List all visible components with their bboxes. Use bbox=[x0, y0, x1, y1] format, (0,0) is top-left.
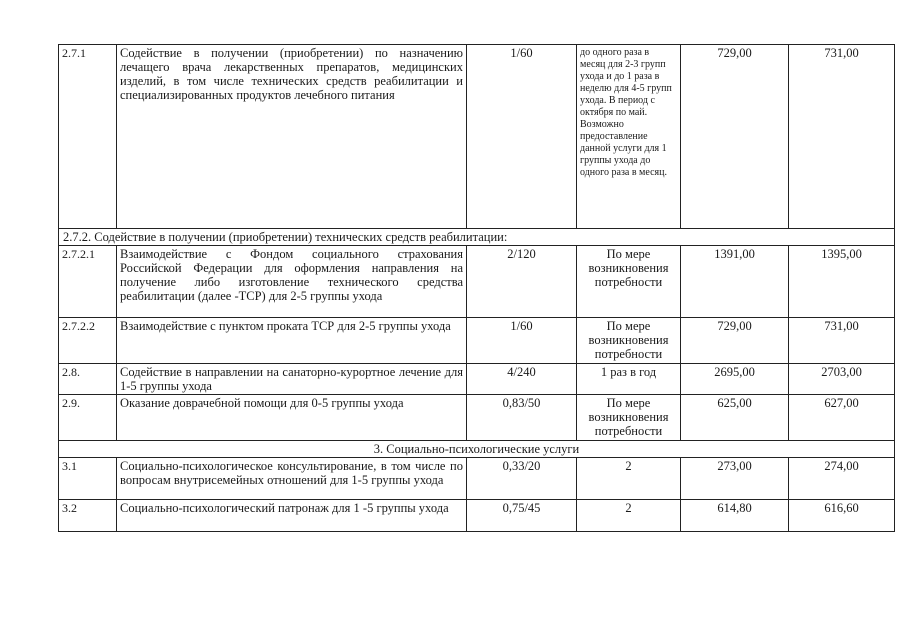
service-frequency: По мере возникновения потребности bbox=[577, 318, 681, 364]
price-1: 729,00 bbox=[681, 45, 789, 229]
price-2: 1395,00 bbox=[789, 246, 895, 318]
table-row bbox=[59, 500, 895, 532]
price-1: 273,00 bbox=[681, 458, 789, 500]
price-2: 731,00 bbox=[789, 318, 895, 364]
service-volume: 4/240 bbox=[467, 364, 577, 395]
price-2: 731,00 bbox=[789, 45, 895, 229]
service-description: Содействие в направлении на санаторно-курортное лечение для 1-5 группы ухода bbox=[117, 364, 467, 395]
service-volume: 2/120 bbox=[467, 246, 577, 318]
service-description: Содействие в получении (приобретении) по назначению лечащего врача лекарственных препаратов, медицинских изделий, в том числе технических средств реабилитации и специализированных продуктов лечебного питания bbox=[117, 45, 467, 229]
price-2: 627,00 bbox=[789, 395, 895, 441]
service-description: Социально-психологический патронаж для 1 -5 группы ухода bbox=[117, 500, 467, 532]
service-frequency: 1 раз в год bbox=[577, 364, 681, 395]
row-number: 2.7.2.1 bbox=[59, 246, 117, 318]
table-row bbox=[59, 395, 895, 441]
row-number: 2.9. bbox=[59, 395, 117, 441]
service-description: Оказание доврачебной помощи для 0-5 группы ухода bbox=[117, 395, 467, 441]
table-row bbox=[59, 318, 895, 364]
row-number: 2.7.2.2 bbox=[59, 318, 117, 364]
section-row bbox=[59, 229, 895, 246]
price-2: 616,60 bbox=[789, 500, 895, 532]
price-1: 2695,00 bbox=[681, 364, 789, 395]
service-frequency: до одного раза в месяц для 2-3 групп ухода и до 1 раза в неделю для 4-5 групп ухода. В период с октября по май. Возможно предоставление данной услуги для 1 группы ухода до одного раза в месяц. bbox=[577, 45, 681, 229]
service-frequency: 2 bbox=[577, 500, 681, 532]
price-1: 729,00 bbox=[681, 318, 789, 364]
service-volume: 0,75/45 bbox=[467, 500, 577, 532]
table-row bbox=[59, 364, 895, 395]
service-frequency: По мере возникновения потребности bbox=[577, 246, 681, 318]
section-title: 3. Социально-психологические услуги bbox=[59, 441, 895, 458]
row-number: 3.2 bbox=[59, 500, 117, 532]
service-frequency: По мере возникновения потребности bbox=[577, 395, 681, 441]
service-volume: 1/60 bbox=[467, 45, 577, 229]
row-number: 2.8. bbox=[59, 364, 117, 395]
table-row bbox=[59, 45, 895, 229]
service-volume: 0,83/50 bbox=[467, 395, 577, 441]
service-volume: 1/60 bbox=[467, 318, 577, 364]
service-description: Социально-психологическое консультирование, в том числе по вопросам внутрисемейных отношений для 1-5 группы ухода bbox=[117, 458, 467, 500]
price-1: 1391,00 bbox=[681, 246, 789, 318]
row-number: 3.1 bbox=[59, 458, 117, 500]
price-2: 2703,00 bbox=[789, 364, 895, 395]
price-2: 274,00 bbox=[789, 458, 895, 500]
service-description: Взаимодействие с Фондом социального страхования Российской Федерации для оформления направления на получение либо изготовление технического средства реабилитации (далее -ТСР) для 2-5 группы ухода bbox=[117, 246, 467, 318]
section-heading: 2.7.2. Содействие в получении (приобретении) технических средств реабилитации: bbox=[59, 229, 895, 246]
service-description: Взаимодействие с пунктом проката ТСР для 2-5 группы ухода bbox=[117, 318, 467, 364]
section-row bbox=[59, 441, 895, 458]
price-1: 625,00 bbox=[681, 395, 789, 441]
table-row bbox=[59, 458, 895, 500]
row-number: 2.7.1 bbox=[59, 45, 117, 229]
table-row bbox=[59, 246, 895, 318]
services-table bbox=[58, 44, 895, 532]
service-frequency: 2 bbox=[577, 458, 681, 500]
service-volume: 0,33/20 bbox=[467, 458, 577, 500]
price-1: 614,80 bbox=[681, 500, 789, 532]
